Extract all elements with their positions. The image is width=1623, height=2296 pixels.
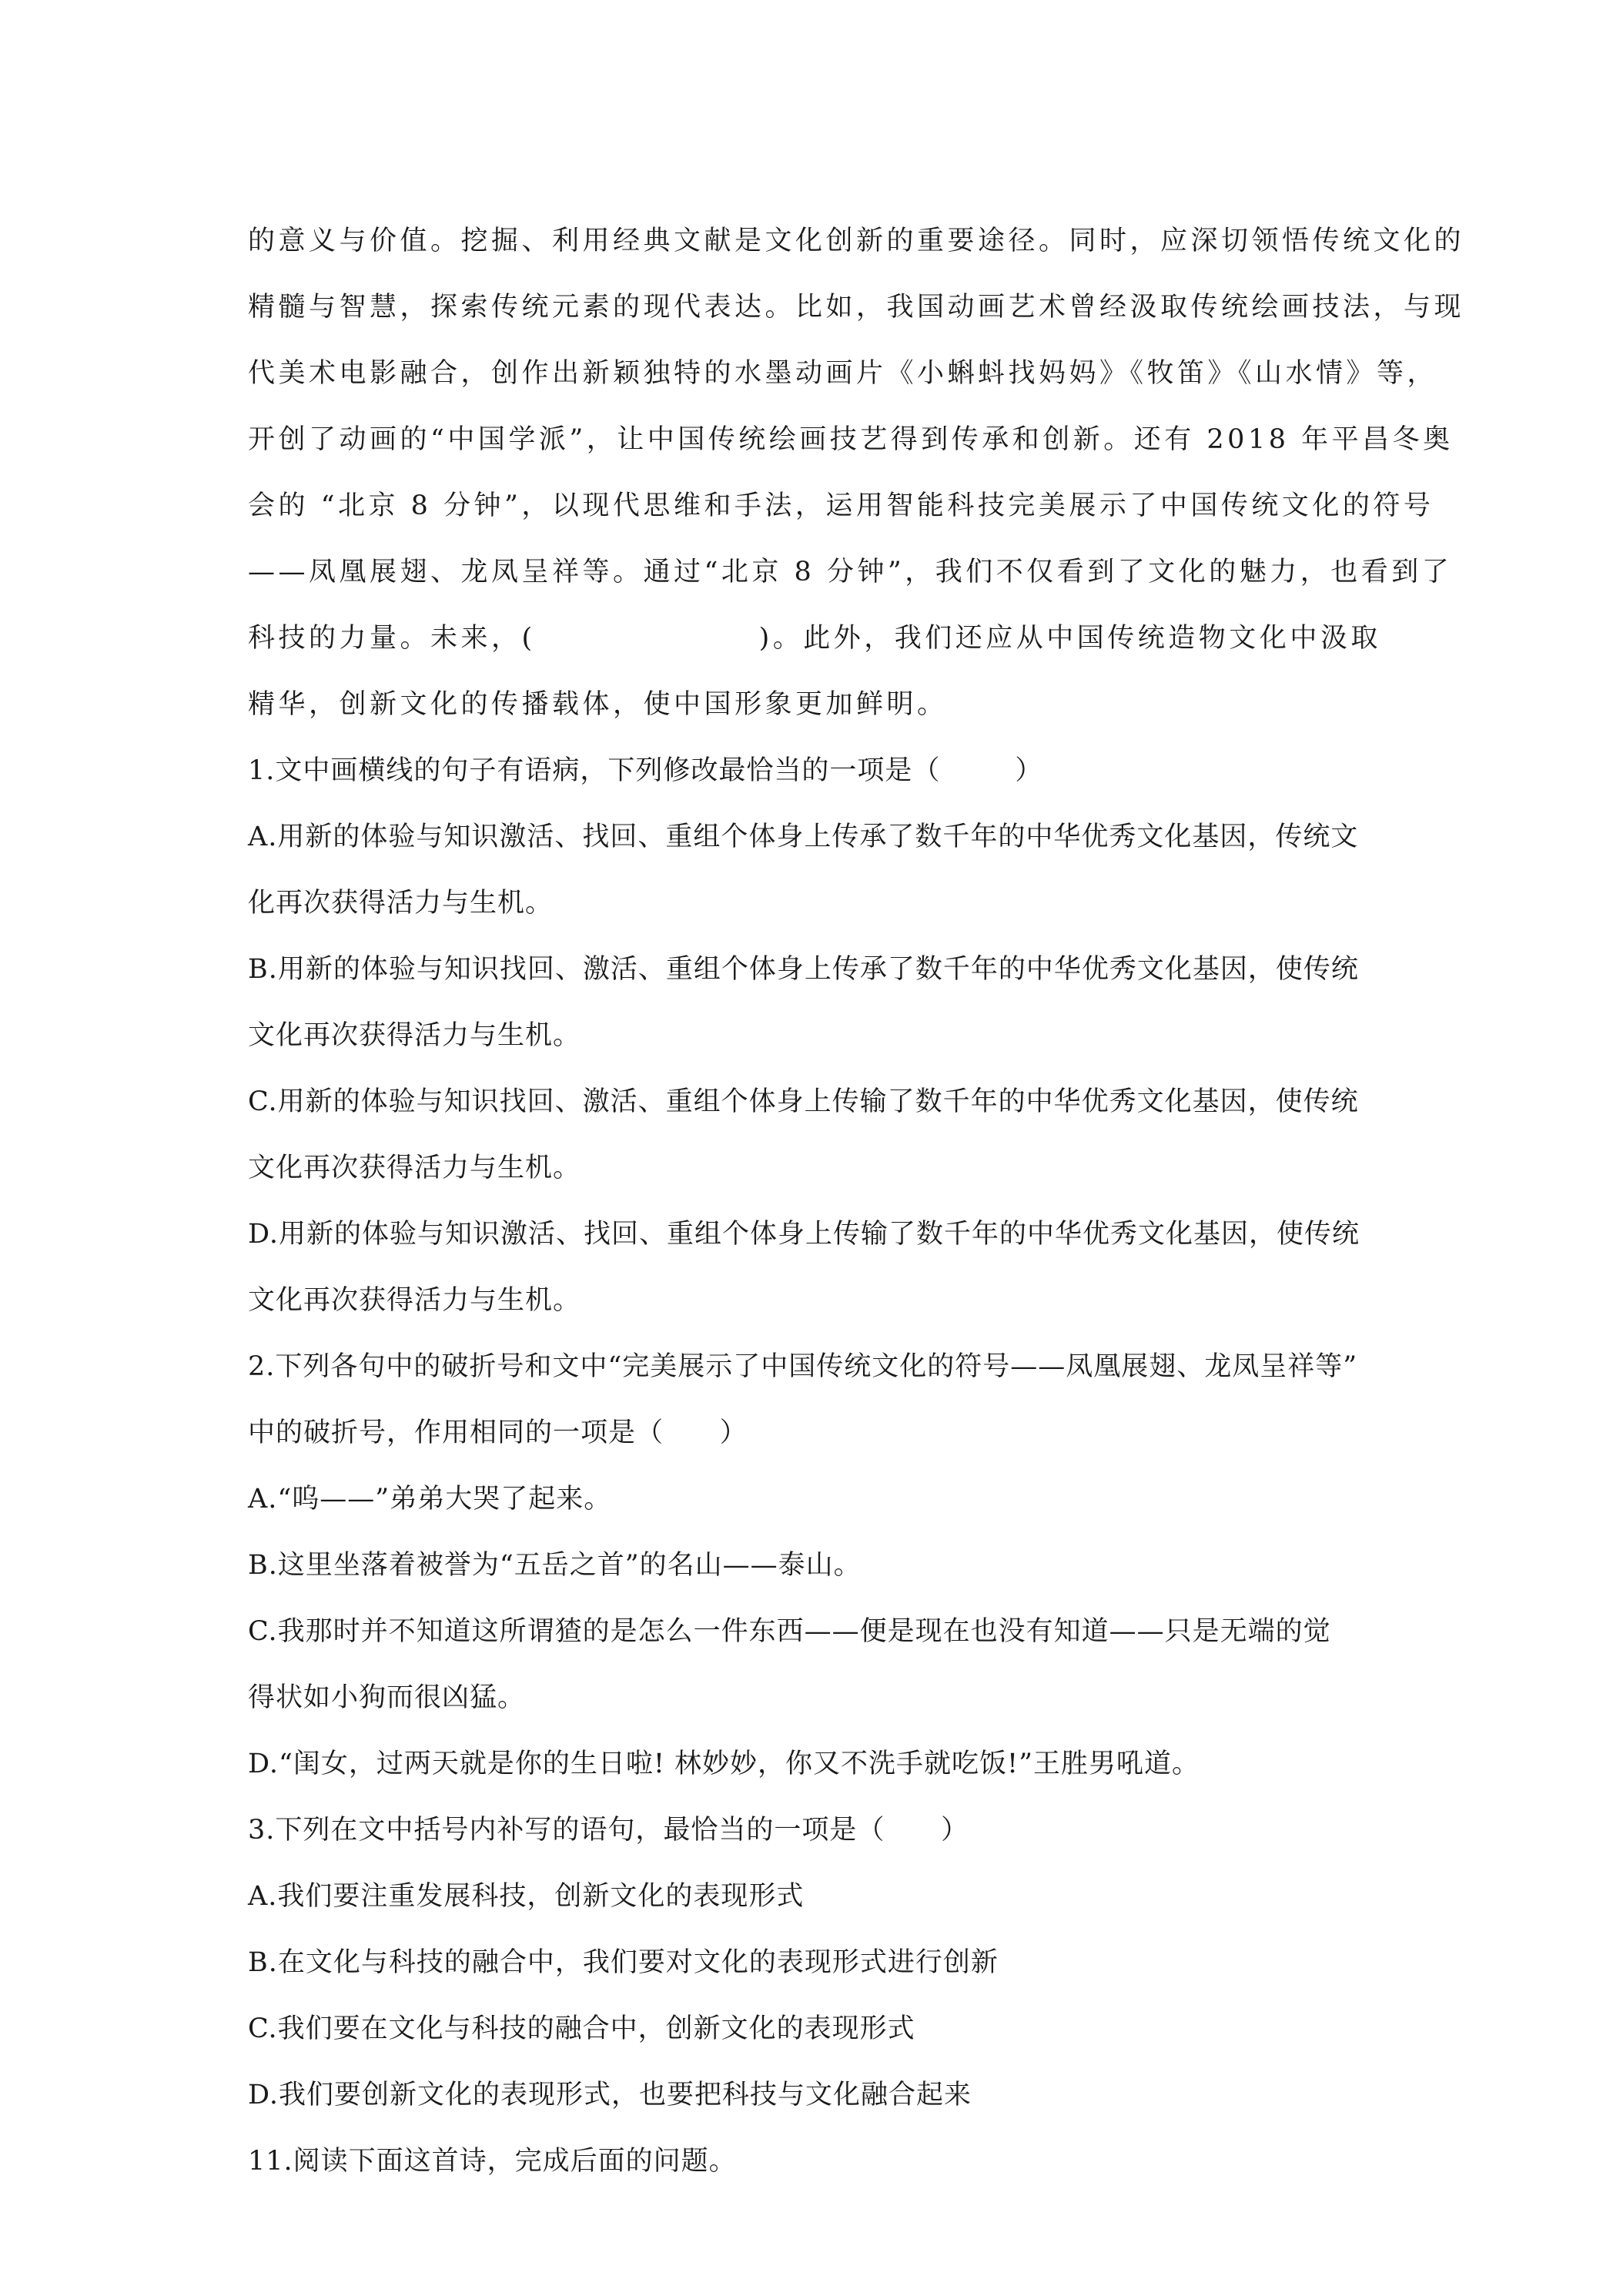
question-3-option-b: B.在文化与科技的融合中，我们要对文化的表现形式进行创新 xyxy=(248,1947,999,1978)
question-1-option-d-cont: 文化再次获得活力与生机。 xyxy=(248,1285,581,1316)
passage-line-5: 会的 “北京 8 分钟”，以现代思维和手法，运用智能科技完美展示了中国传统文化的符号 xyxy=(248,490,1434,521)
question-1-option-c-cont: 文化再次获得活力与生机。 xyxy=(248,1153,581,1183)
question-2-option-d: D.“闺女，过两天就是你的生日啦! 林妙妙，你又不洗手就吃饭!”王胜男吼道。 xyxy=(248,1749,1200,1779)
question-2-stem-cont: 中的破折号，作用相同的一项是（ ） xyxy=(248,1417,748,1448)
passage-line-blank xyxy=(248,605,1387,671)
question-1-option-d: D.用新的体验与知识激活、找回、重组个体身上传输了数千年的中华优秀文化基因，使传统 xyxy=(248,1219,1360,1250)
question-3-option-a: A.我们要注重发展科技，创新文化的表现形式 xyxy=(248,1881,805,1912)
question-2-stem: 2.下列各句中的破折号和文中“完美展示了中国传统文化的符号——凤凰展翅、龙凤呈祥等” xyxy=(248,1351,1358,1382)
question-1-option-a-cont: 化再次获得活力与生机。 xyxy=(248,888,554,919)
passage-blank-before: 科技的力量。未来，( xyxy=(248,623,536,654)
document-content xyxy=(248,208,1465,2194)
question-2-option-c-cont: 得状如小狗而很凶猛。 xyxy=(248,1682,526,1713)
question-3-option-d: D.我们要创新文化的表现形式，也要把科技与文化融合起来 xyxy=(248,2080,972,2110)
passage-line-1: 的意义与价值。挖掘、利用经典文献是文化创新的重要途径。同时，应深切领悟传统文化的 xyxy=(248,226,1465,256)
question-1-option-b-cont: 文化再次获得活力与生机。 xyxy=(248,1020,581,1051)
question-1-option-c: C.用新的体验与知识找回、激活、重组个体身上传输了数千年的中华优秀文化基因，使传统 xyxy=(248,1086,1359,1117)
question-2-option-b: B.这里坐落着被誉为“五岳之首”的名山——泰山。 xyxy=(248,1550,862,1581)
passage-line-last: 精华，创新文化的传播载体，使中国形象更加鲜明。 xyxy=(248,689,948,720)
passage-line-4: 开创了动画的“中国学派”，让中国传统绘画技艺得到传承和创新。还有 2018 年平昌冬奥 xyxy=(248,424,1454,455)
question-3-option-c: C.我们要在文化与科技的融合中，创新文化的表现形式 xyxy=(248,2013,915,2044)
question-2-option-a: A.“呜——”弟弟大哭了起来。 xyxy=(248,1484,612,1514)
passage-line-6: ——凤凰展翅、龙凤呈祥等。通过“北京 8 分钟”，我们不仅看到了文化的魅力，也看到了 xyxy=(248,557,1453,587)
question-1-option-b: B.用新的体验与知识找回、激活、重组个体身上传承了数千年的中华优秀文化基因，使传统 xyxy=(248,954,1359,985)
question-1-option-a: A.用新的体验与知识激活、找回、重组个体身上传承了数千年的中华优秀文化基因，传统文 xyxy=(248,822,1359,852)
passage-line-3: 代美术电影融合，创作出新颖独特的水墨动画片《小蝌蚪找妈妈》《牧笛》《山水情》等， xyxy=(248,358,1438,389)
passage-blank-after: )。此外，我们还应从中国传统造物文化中汲取 xyxy=(758,623,1381,654)
question-11-stem: 11.阅读下面这首诗，完成后面的问题。 xyxy=(248,2146,737,2177)
question-2-option-c: C.我那时并不知道这所谓猹的是怎么一件东西——便是现在也没有知道——只是无端的觉 xyxy=(248,1616,1331,1647)
passage-line-2: 精髓与智慧，探索传统元素的现代表达。比如，我国动画艺术曾经汲取传统绘画技法，与现 xyxy=(248,292,1465,323)
question-1-stem: 1.文中画横线的句子有语病，下列修改最恰当的一项是（ ） xyxy=(248,755,1043,786)
question-3-stem: 3.下列在文中括号内补写的语句，最恰当的一项是（ ） xyxy=(248,1815,969,1846)
